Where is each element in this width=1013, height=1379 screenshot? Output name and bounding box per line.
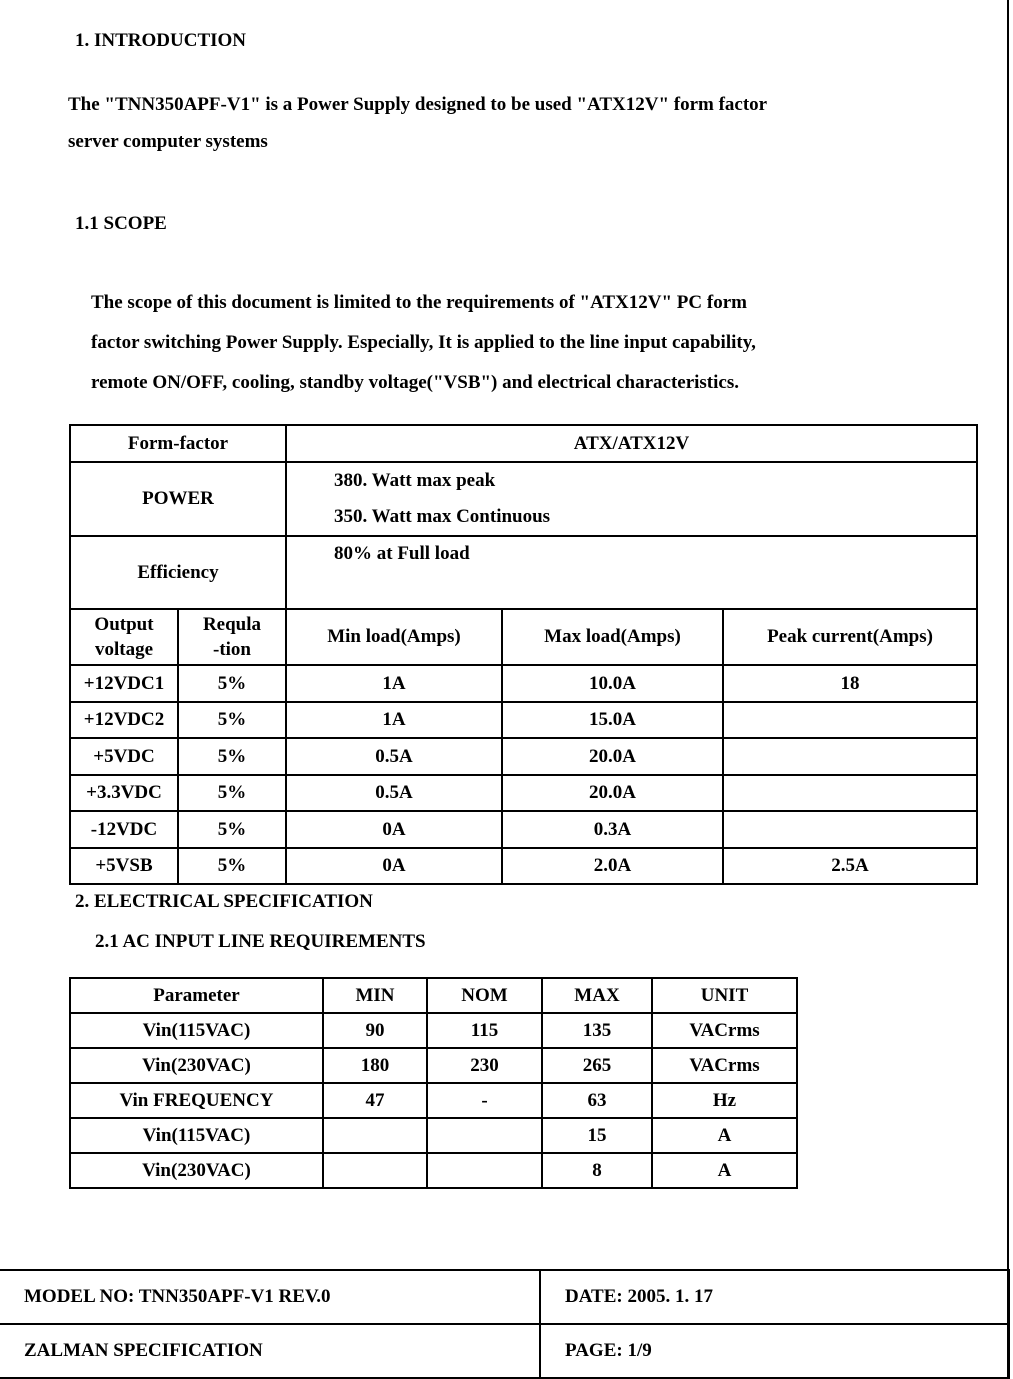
peak-current-cell: 18 <box>723 665 977 702</box>
page-number: PAGE: 1/9 <box>540 1324 1009 1378</box>
min-cell <box>323 1153 427 1188</box>
unit-cell: A <box>652 1153 797 1188</box>
nom-cell <box>427 1118 542 1153</box>
intro-text-line1: The "TNN350APF-V1" is a Power Supply designed to be used "ATX12V" form factor <box>68 94 768 115</box>
table-row <box>70 1048 797 1083</box>
max-load-cell: 0.3A <box>502 811 723 848</box>
header-parameter: Parameter <box>70 978 323 1013</box>
form-factor-value: ATX/ATX12V <box>286 425 977 462</box>
unit-cell: A <box>652 1118 797 1153</box>
output-header-row <box>70 609 977 665</box>
regulation-cell: 5% <box>178 702 286 738</box>
min-cell: 90 <box>323 1013 427 1048</box>
header-peak-current: Peak current(Amps) <box>723 609 977 665</box>
ac-input-table <box>69 977 798 1189</box>
table-row <box>70 1083 797 1118</box>
intro-text-line2: server computer systems <box>68 131 268 152</box>
max-load-cell: 20.0A <box>502 738 723 775</box>
peak-current-cell <box>723 702 977 738</box>
header-output-voltage-line2: voltage <box>94 639 154 660</box>
nom-cell: 115 <box>427 1013 542 1048</box>
regulation-cell: 5% <box>178 848 286 884</box>
peak-current-cell: 2.5A <box>723 848 977 884</box>
output-voltage-cell: +12VDC1 <box>70 665 178 702</box>
document-footer <box>0 1269 1010 1379</box>
max-cell: 265 <box>542 1048 652 1083</box>
nom-cell <box>427 1153 542 1188</box>
intro-heading: 1. INTRODUCTION <box>75 30 247 51</box>
table-row <box>70 738 977 775</box>
table-row <box>70 811 977 848</box>
peak-current-cell <box>723 738 977 775</box>
max-load-cell: 20.0A <box>502 775 723 811</box>
table-row <box>70 1118 797 1153</box>
electrical-heading: 2. ELECTRICAL SPECIFICATION <box>75 891 373 912</box>
regulation-cell: 5% <box>178 775 286 811</box>
max-cell: 8 <box>542 1153 652 1188</box>
output-voltage-cell: +5VDC <box>70 738 178 775</box>
min-load-cell: 0.5A <box>286 738 502 775</box>
min-cell: 180 <box>323 1048 427 1083</box>
regulation-cell: 5% <box>178 811 286 848</box>
footer-row <box>0 1324 1009 1378</box>
header-max: MAX <box>542 978 652 1013</box>
footer-row <box>0 1270 1009 1324</box>
min-load-cell: 1A <box>286 702 502 738</box>
output-spec-table <box>69 424 978 885</box>
power-values <box>286 462 977 536</box>
table-row <box>70 665 977 702</box>
min-load-cell: 0.5A <box>286 775 502 811</box>
efficiency-value: 80% at Full load <box>286 536 977 609</box>
header-output-voltage <box>70 609 178 665</box>
max-load-cell: 2.0A <box>502 848 723 884</box>
header-regulation <box>178 609 286 665</box>
output-voltage-cell: +12VDC2 <box>70 702 178 738</box>
parameter-cell: Vin(230VAC) <box>70 1153 323 1188</box>
parameter-cell: Vin(115VAC) <box>70 1013 323 1048</box>
parameter-cell: Vin(230VAC) <box>70 1048 323 1083</box>
header-max-load: Max load(Amps) <box>502 609 723 665</box>
table-row <box>70 1013 797 1048</box>
power-label: POWER <box>70 462 286 536</box>
page-right-border <box>1007 0 1009 1378</box>
unit-cell: Hz <box>652 1083 797 1118</box>
ac-header-row <box>70 978 797 1013</box>
efficiency-row <box>70 536 977 609</box>
table-row <box>70 1153 797 1188</box>
min-cell <box>323 1118 427 1153</box>
form-factor-label: Form-factor <box>70 425 286 462</box>
min-load-cell: 0A <box>286 811 502 848</box>
specification-name: ZALMAN SPECIFICATION <box>0 1324 540 1378</box>
power-peak: 380. Watt max peak <box>334 470 496 491</box>
header-regulation-line1: Requla <box>202 614 262 635</box>
parameter-cell: Vin(115VAC) <box>70 1118 323 1153</box>
header-nom: NOM <box>427 978 542 1013</box>
max-cell: 135 <box>542 1013 652 1048</box>
model-number: MODEL NO: TNN350APF-V1 REV.0 <box>0 1270 540 1324</box>
max-load-cell: 10.0A <box>502 665 723 702</box>
power-continuous: 350. Watt max Continuous <box>334 506 551 527</box>
peak-current-cell <box>723 775 977 811</box>
regulation-cell: 5% <box>178 665 286 702</box>
table-row <box>70 848 977 884</box>
scope-text-line3: remote ON/OFF, cooling, standby voltage("VSB") and electrical characteristics. <box>91 372 739 393</box>
parameter-cell: Vin FREQUENCY <box>70 1083 323 1118</box>
output-voltage-cell: +3.3VDC <box>70 775 178 811</box>
nom-cell: 230 <box>427 1048 542 1083</box>
document-date: DATE: 2005. 1. 17 <box>540 1270 1009 1324</box>
header-regulation-line2: -tion <box>213 639 251 660</box>
max-cell: 63 <box>542 1083 652 1118</box>
header-unit: UNIT <box>652 978 797 1013</box>
unit-cell: VACrms <box>652 1013 797 1048</box>
min-load-cell: 0A <box>286 848 502 884</box>
scope-text-line1: The scope of this document is limited to the requirements of "ATX12V" PC form <box>91 292 747 313</box>
scope-heading: 1.1 SCOPE <box>75 213 167 234</box>
header-output-voltage-line1: Output <box>94 614 154 635</box>
ac-input-subheading: 2.1 AC INPUT LINE REQUIREMENTS <box>95 931 426 952</box>
efficiency-label: Efficiency <box>70 536 286 609</box>
table-row <box>70 702 977 738</box>
regulation-cell: 5% <box>178 738 286 775</box>
scope-text-line2: factor switching Power Supply. Especially, It is applied to the line input capability, <box>91 332 756 353</box>
min-cell: 47 <box>323 1083 427 1118</box>
table-row <box>70 775 977 811</box>
output-voltage-cell: -12VDC <box>70 811 178 848</box>
header-min: MIN <box>323 978 427 1013</box>
peak-current-cell <box>723 811 977 848</box>
output-voltage-cell: +5VSB <box>70 848 178 884</box>
max-load-cell: 15.0A <box>502 702 723 738</box>
form-factor-row <box>70 425 977 462</box>
nom-cell: - <box>427 1083 542 1118</box>
unit-cell: VACrms <box>652 1048 797 1083</box>
power-row <box>70 462 977 536</box>
max-cell: 15 <box>542 1118 652 1153</box>
min-load-cell: 1A <box>286 665 502 702</box>
header-min-load: Min load(Amps) <box>286 609 502 665</box>
